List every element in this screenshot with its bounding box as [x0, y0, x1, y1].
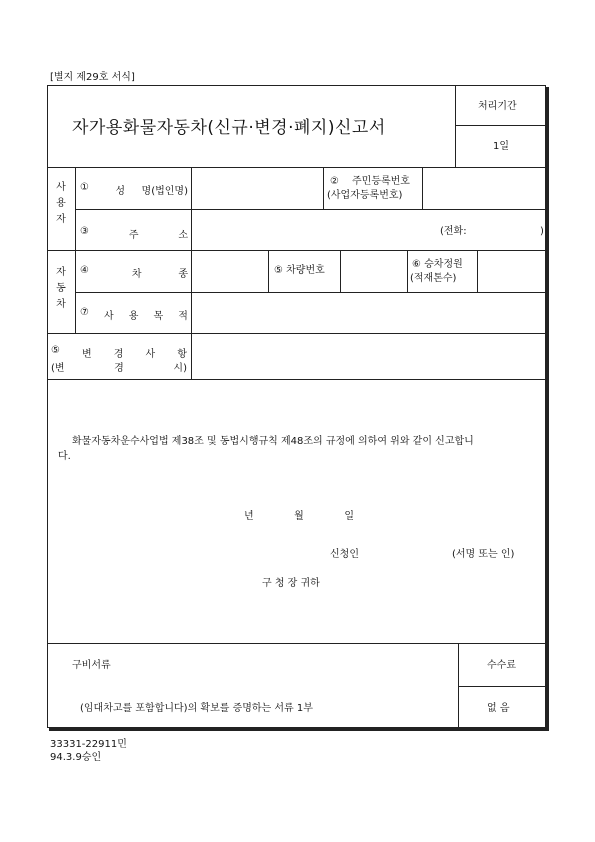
- form-title: 자가용화물자동차(신규·변경·폐지)신고서: [72, 118, 386, 138]
- change-sub-label: (변 경 시): [51, 363, 187, 374]
- declaration-line-2: 다.: [58, 451, 71, 462]
- signature-label: (서명 또는 인): [452, 549, 515, 560]
- fee-label: 수수료: [487, 660, 516, 671]
- processing-value: 1일: [493, 141, 510, 152]
- form-label: [별지 제29호 서식]: [50, 72, 135, 83]
- reg-no-label: 주민등록번호: [352, 176, 410, 187]
- name-label: ① 성 명(법인명): [80, 182, 188, 197]
- phone-label: (전화:: [440, 226, 467, 237]
- vehicle-side-label: 자동차: [56, 267, 66, 310]
- plate-label: ⑤ 차량번호: [274, 265, 325, 276]
- vehicle-type-label: ④ 차 종: [80, 265, 188, 280]
- capacity-label: ⑥ 승차정원: [412, 259, 463, 270]
- documents-label: 구비서류: [72, 660, 111, 671]
- documents-item: (임대차고를 포함합니다)의 확보를 증명하는 서류 1부: [80, 703, 313, 714]
- user-side-label: 사용자: [56, 182, 66, 225]
- date-line: 년 월 일: [244, 511, 354, 522]
- change-label: ⑤ 변 경 사 항: [51, 345, 187, 360]
- declaration-line-1: 화물자동차운수사업법 제38조 및 동법시행규칙 제48조의 규정에 의하여 위와 같이 신고합니: [72, 436, 474, 447]
- footer-code: 33331-22911민: [50, 739, 127, 750]
- phone-close: ): [540, 226, 544, 237]
- recipient: 구 청 장 귀하: [262, 578, 320, 589]
- fee-value: 없 음: [487, 703, 510, 714]
- footer-approval: 94.3.9승인: [50, 752, 102, 763]
- applicant-label: 신청인: [330, 549, 359, 560]
- capacity-sub-label: (적재톤수): [410, 273, 457, 284]
- address-label: ③ 주 소: [80, 226, 188, 241]
- processing-label: 처리기간: [478, 101, 517, 112]
- purpose-label: ⑦ 사 용 목 적: [80, 307, 188, 322]
- reg-no-num: ②: [330, 176, 339, 187]
- reg-no-sub-label: (사업자등록번호): [327, 190, 403, 201]
